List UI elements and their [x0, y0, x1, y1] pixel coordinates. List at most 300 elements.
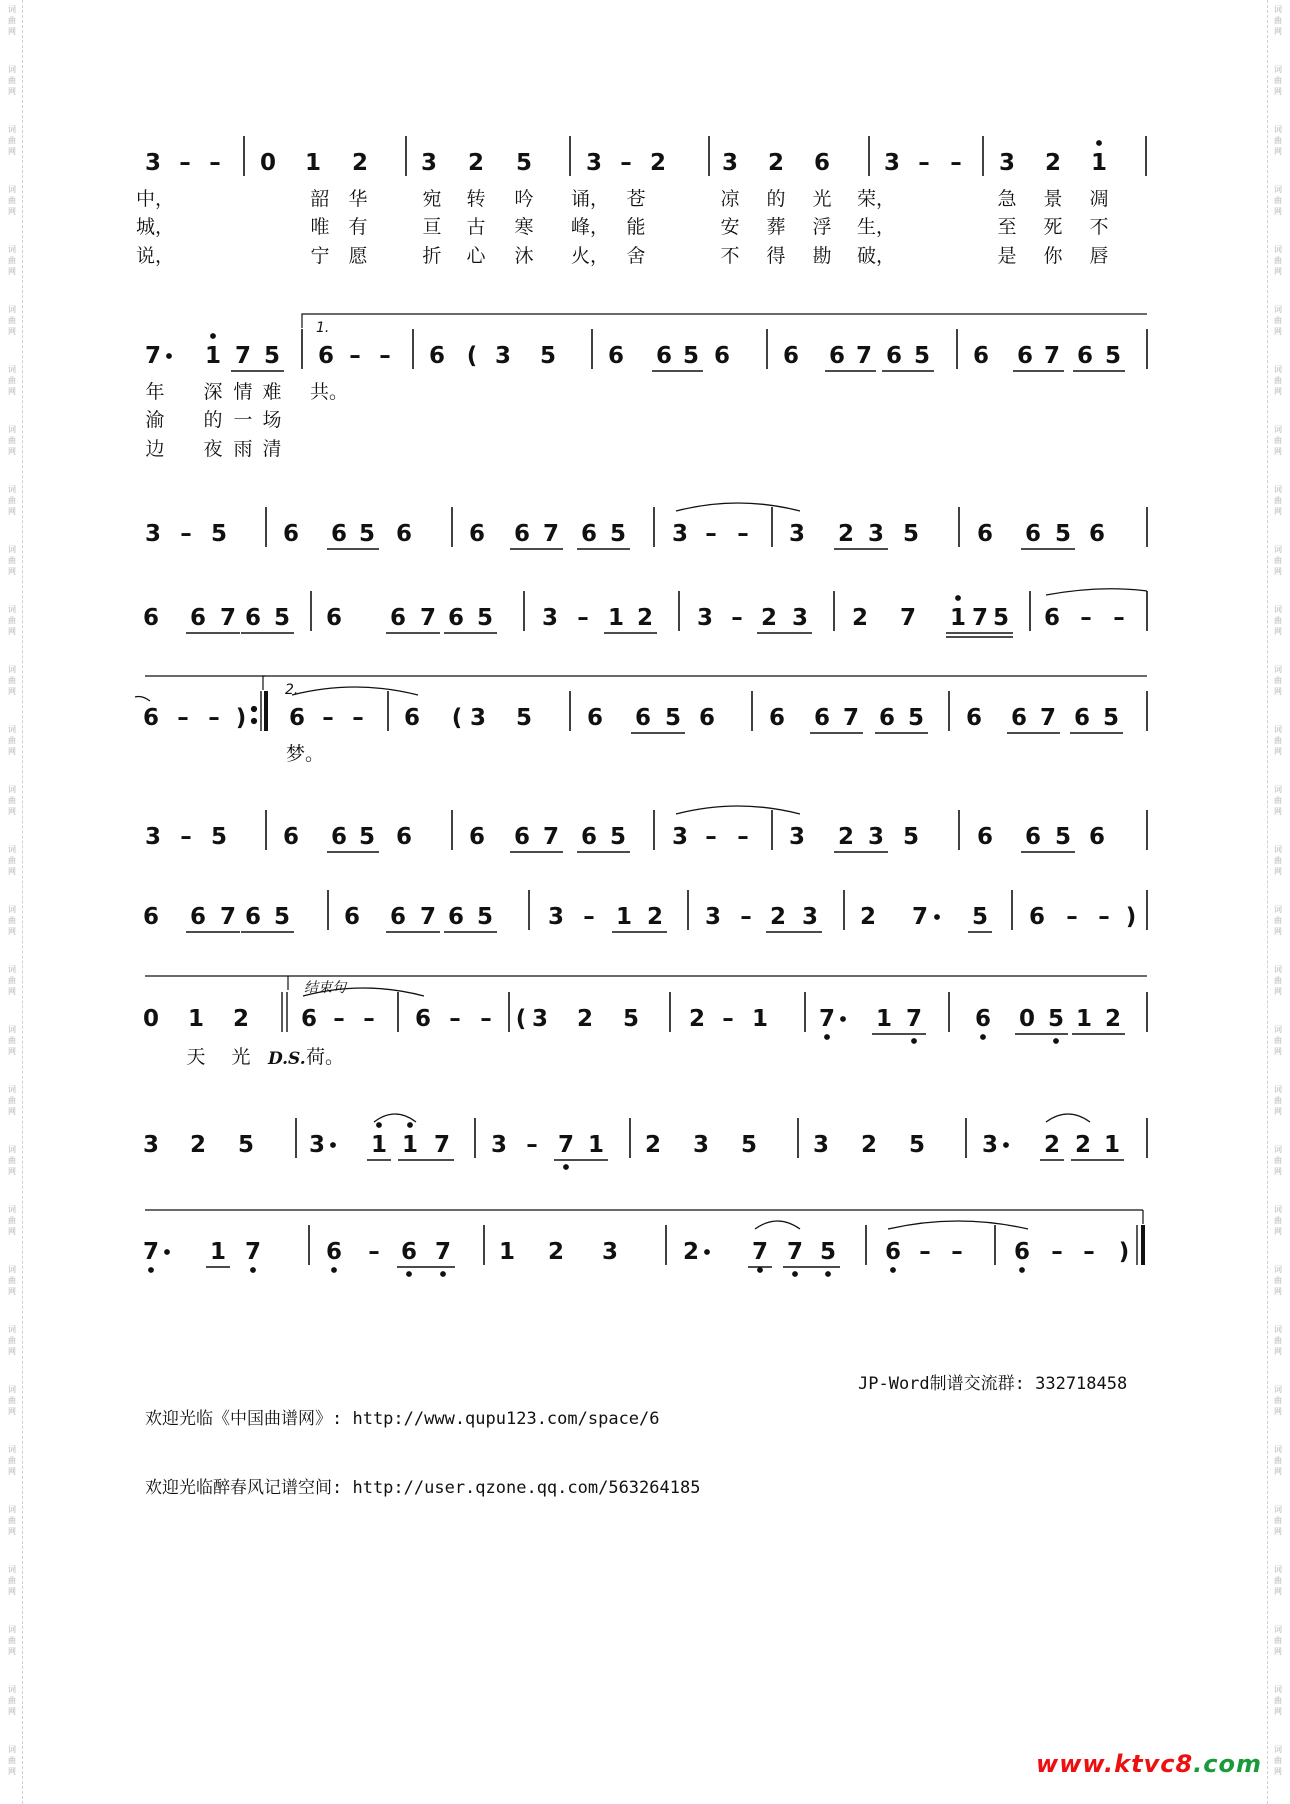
note: 6 [580, 521, 598, 547]
tie-in [135, 697, 150, 702]
note: 7 [899, 605, 917, 631]
dot-low [912, 1039, 917, 1044]
note: 6 [447, 605, 465, 631]
note: 6 [395, 521, 413, 547]
tie-out [1046, 589, 1147, 595]
side-mark: 词 曲 网 [1274, 845, 1282, 876]
side-mark: 词 曲 网 [8, 305, 16, 336]
site-watermark-logo[interactable] [1036, 1750, 1262, 1778]
note: 3 [144, 150, 162, 176]
lyric-char: 荷。 [305, 1046, 345, 1068]
dot-low [149, 1268, 154, 1273]
slur [292, 687, 418, 695]
note: 6 [282, 521, 300, 547]
note: 5 [1054, 824, 1072, 850]
note: 2 [636, 605, 654, 631]
note: 3 [490, 1132, 508, 1158]
dot-low [825, 1035, 830, 1040]
dot-low [793, 1272, 798, 1277]
note: 6 [768, 705, 786, 731]
note: 2 [576, 1006, 594, 1032]
note: 6 [389, 904, 407, 930]
note: 2 [682, 1239, 700, 1265]
note: 7 [542, 521, 560, 547]
note: 7 [434, 1239, 452, 1265]
note: 3 [671, 521, 689, 547]
slur [1046, 1114, 1090, 1122]
note: – [737, 824, 749, 850]
note: 5 [971, 904, 989, 930]
note: 2 [646, 904, 664, 930]
note: – [322, 705, 334, 731]
note: 3 [981, 1132, 999, 1158]
note: 6 [655, 343, 673, 369]
lyric-char: 能 [626, 216, 646, 238]
lyric-char: 共。 [309, 381, 349, 403]
note: 7 [142, 1239, 160, 1265]
lyric-char: 你 [1043, 245, 1063, 267]
side-mark: 词 曲 网 [1274, 1445, 1282, 1476]
note: 6 [1010, 705, 1028, 731]
side-mark: 词 曲 网 [1274, 665, 1282, 696]
note: ( [466, 343, 478, 369]
lyric-char: 死 [1043, 216, 1063, 238]
note: 2 [1074, 1132, 1092, 1158]
note: 6 [468, 824, 486, 850]
lyric-char: 折 [422, 245, 442, 267]
note: – [349, 343, 361, 369]
slur [374, 1114, 416, 1122]
note: – [368, 1239, 380, 1265]
note: 5 [210, 521, 228, 547]
lyric-char: 有 [348, 216, 368, 238]
note: 5 [622, 1006, 640, 1032]
note: 6 [813, 705, 831, 731]
note: 6 [513, 824, 531, 850]
side-mark: 词 曲 网 [8, 1265, 16, 1296]
note: 6 [976, 824, 994, 850]
side-mark: 词 曲 网 [8, 65, 16, 96]
note: 6 [414, 1006, 432, 1032]
note: 1 [587, 1132, 605, 1158]
note: 2 [860, 1132, 878, 1158]
note: 5 [237, 1132, 255, 1158]
note: – [1098, 904, 1110, 930]
note: 6 [189, 605, 207, 631]
footer-line-1[interactable]: 欢迎光临《中国曲谱网》: http://www.qupu123.com/space/6 [145, 1409, 660, 1429]
note: 1 [370, 1132, 388, 1158]
note: 2 [547, 1239, 565, 1265]
side-mark: 词 曲 网 [8, 605, 16, 636]
lyric-char: 苍 [626, 188, 646, 210]
note: 5 [907, 705, 925, 731]
note: 5 [992, 605, 1010, 631]
side-mark: 词 曲 网 [8, 485, 16, 516]
side-mark: 词 曲 网 [1274, 1745, 1282, 1776]
lyric-char: 转 [466, 188, 486, 210]
lyric-char: 难 [262, 381, 282, 403]
note: 7 [751, 1239, 769, 1265]
note: – [352, 705, 364, 731]
repeat-dot [251, 718, 256, 723]
note: – [449, 1006, 461, 1032]
note: 6 [1013, 1239, 1031, 1265]
lyric-char: 雨 [233, 438, 253, 460]
note: 5 [210, 824, 228, 850]
lyric-char: 亘 [422, 216, 442, 238]
note: 0 [1018, 1006, 1036, 1032]
lyric-char: 说， [135, 245, 175, 267]
lyric-char: 诵， [570, 188, 610, 210]
side-mark: 词 曲 网 [8, 1745, 16, 1776]
note: 2 [1043, 1132, 1061, 1158]
note: 6 [330, 521, 348, 547]
footer-group: JP-Word制谱交流群: 332718458 [858, 1374, 1128, 1394]
note: – [480, 1006, 492, 1032]
note: 3 [531, 1006, 549, 1032]
note: 5 [539, 343, 557, 369]
note: – [379, 343, 391, 369]
lyric-char: 葬 [766, 216, 786, 238]
note: 6 [189, 904, 207, 930]
note: – [731, 605, 743, 631]
note: 6 [288, 705, 306, 731]
lyric-char: 梦。 [285, 743, 325, 765]
note: 5 [515, 705, 533, 731]
note: – [737, 521, 749, 547]
dot-low [251, 1268, 256, 1273]
side-mark: 词 曲 网 [8, 365, 16, 396]
note: – [209, 150, 221, 176]
note: ( [515, 1006, 527, 1032]
side-mark: 词 曲 网 [1274, 1265, 1282, 1296]
note: 6 [428, 343, 446, 369]
note: 6 [317, 343, 335, 369]
lyric-char: 是 [997, 245, 1017, 267]
note: 1 [1090, 150, 1108, 176]
volta-1-label: 1. [316, 320, 330, 336]
repeat-dot [251, 706, 256, 711]
slur [676, 806, 800, 814]
note: 6 [1024, 824, 1042, 850]
lyric-char: 得 [766, 245, 786, 267]
note: 2 [760, 605, 778, 631]
note: 7 [911, 904, 929, 930]
note: 6 [586, 705, 604, 731]
lyric-char: 韶 [310, 188, 330, 210]
note: – [583, 904, 595, 930]
note: 2 [1104, 1006, 1122, 1032]
side-mark: 词 曲 网 [1274, 1145, 1282, 1176]
note: 5 [273, 605, 291, 631]
dot-low [758, 1268, 763, 1273]
note: 2 [688, 1006, 706, 1032]
dot-low [891, 1268, 896, 1273]
note: 6 [1076, 343, 1094, 369]
lyric-char: 城， [135, 216, 175, 238]
note: 1 [1103, 1132, 1121, 1158]
lyric-char: 破， [856, 245, 896, 267]
lyric-char: 边 [145, 438, 165, 460]
lyric-char: 不 [720, 245, 740, 267]
note: 2 [189, 1132, 207, 1158]
note: 6 [972, 343, 990, 369]
lyric-char: 舍 [626, 245, 646, 267]
note: 5 [1054, 521, 1072, 547]
footer-links [145, 1362, 700, 1523]
footer-line-2[interactable]: 欢迎光临醉春风记谱空间: http://user.qzone.qq.com/563264185 [145, 1478, 701, 1498]
note: 6 [389, 605, 407, 631]
side-mark: 词 曲 网 [8, 5, 16, 36]
lyric-char: 渝 [145, 409, 165, 431]
note: 3 [469, 705, 487, 731]
lyric-char: 峰， [570, 216, 610, 238]
side-mark: 词 曲 网 [1274, 305, 1282, 336]
dot-low [1054, 1039, 1059, 1044]
aug-dot [705, 1250, 710, 1255]
note: – [363, 1006, 375, 1032]
lyric-char: 中， [135, 188, 175, 210]
lyric-char: 唇 [1089, 245, 1109, 267]
note: ) [1118, 1239, 1130, 1265]
side-mark: 词 曲 网 [8, 1445, 16, 1476]
dot-low [826, 1272, 831, 1277]
note: 0 [142, 1006, 160, 1032]
note: ) [235, 705, 247, 731]
lyric-char: 急 [997, 188, 1017, 210]
note: 6 [974, 1006, 992, 1032]
note: ( [451, 705, 463, 731]
volta-2-label: 2. [285, 682, 299, 698]
note: 1 [615, 904, 633, 930]
note: 6 [447, 904, 465, 930]
note: 5 [476, 904, 494, 930]
note: 3 [867, 521, 885, 547]
note: 2 [767, 150, 785, 176]
lyric-char: 年 [145, 381, 165, 403]
side-mark: 词 曲 网 [8, 1565, 16, 1596]
note: 6 [325, 605, 343, 631]
note: 6 [878, 705, 896, 731]
lyric-char: 火， [570, 245, 610, 267]
aug-dot [331, 1143, 336, 1148]
side-mark: 词 曲 网 [1274, 245, 1282, 276]
note: 2 [837, 521, 855, 547]
lyric-char: 凉 [720, 188, 740, 210]
lyric-char: 生， [856, 216, 896, 238]
note: 3 [494, 343, 512, 369]
lyric-char: 夜 [203, 438, 223, 460]
note: 5 [740, 1132, 758, 1158]
note: 3 [998, 150, 1016, 176]
lyric-char: 华 [348, 188, 368, 210]
note: 0 [259, 150, 277, 176]
note: 6 [142, 705, 160, 731]
note: 7 [419, 904, 437, 930]
volta-bracket [302, 314, 1147, 328]
ds-mark: D.S. [268, 1049, 306, 1069]
note: 3 [541, 605, 559, 631]
note: – [1066, 904, 1078, 930]
logo-site: www.ktvc8 [1036, 1750, 1194, 1778]
side-mark: 词 曲 网 [8, 1025, 16, 1056]
note: 5 [819, 1239, 837, 1265]
note: 3 [547, 904, 565, 930]
note: 6 [713, 343, 731, 369]
note: 6 [300, 1006, 318, 1032]
dot-low [407, 1272, 412, 1277]
note: 1 [209, 1239, 227, 1265]
note: 3 [692, 1132, 710, 1158]
note: 2 [769, 904, 787, 930]
side-mark: 词 曲 网 [8, 665, 16, 696]
note: 1 [751, 1006, 769, 1032]
note: 6 [698, 705, 716, 731]
aug-dot [165, 1250, 170, 1255]
side-mark: 词 曲 网 [1274, 1625, 1282, 1656]
side-mark: 词 曲 网 [1274, 1565, 1282, 1596]
note: 5 [358, 824, 376, 850]
lyric-char: 吟 [514, 188, 534, 210]
dot-low [332, 1268, 337, 1273]
lyric-char: 清 [262, 438, 282, 460]
note: – [705, 824, 717, 850]
note: 7 [433, 1132, 451, 1158]
note: 5 [1047, 1006, 1065, 1032]
side-mark: 词 曲 网 [1274, 425, 1282, 456]
side-mark: 词 曲 网 [8, 1085, 16, 1116]
note: 3 [144, 824, 162, 850]
note: 1 [187, 1006, 205, 1032]
note: 6 [813, 150, 831, 176]
side-mark: 词 曲 网 [1274, 1025, 1282, 1056]
note: 7 [144, 343, 162, 369]
note: – [1113, 605, 1125, 631]
side-mark: 词 曲 网 [1274, 725, 1282, 756]
note: 7 [1039, 705, 1057, 731]
note: 6 [244, 605, 262, 631]
side-mark: 词 曲 网 [1274, 65, 1282, 96]
side-mark: 词 曲 网 [1274, 905, 1282, 936]
lyric-char: 场 [262, 409, 282, 431]
lyric-char: 荣， [856, 188, 896, 210]
note: 5 [515, 150, 533, 176]
note: 6 [142, 904, 160, 930]
side-mark: 词 曲 网 [8, 1325, 16, 1356]
lyric-char: 沐 [514, 245, 534, 267]
note: 6 [885, 343, 903, 369]
note: 5 [358, 521, 376, 547]
note: 3 [420, 150, 438, 176]
note: 6 [1088, 824, 1106, 850]
lyric-char: 天 [186, 1046, 206, 1068]
note: 3 [601, 1239, 619, 1265]
note: 2 [837, 824, 855, 850]
note: 6 [325, 1239, 343, 1265]
note: 6 [782, 343, 800, 369]
lyric-char: 不 [1089, 216, 1109, 238]
note: 3 [812, 1132, 830, 1158]
note: 7 [971, 605, 989, 631]
note: 7 [855, 343, 873, 369]
note: – [951, 1239, 963, 1265]
note: 5 [609, 824, 627, 850]
note: 1 [949, 605, 967, 631]
lyric-char: 光 [812, 188, 832, 210]
note: 6 [1016, 343, 1034, 369]
note: 5 [913, 343, 931, 369]
dot-high [377, 1123, 382, 1128]
note: 6 [1028, 904, 1046, 930]
dot-high [408, 1123, 413, 1128]
side-mark: 词 曲 网 [8, 1685, 16, 1716]
note: ) [1125, 904, 1137, 930]
note: 7 [244, 1239, 262, 1265]
note: – [177, 705, 189, 731]
note: 1 [875, 1006, 893, 1032]
note: 3 [788, 521, 806, 547]
note: – [705, 521, 717, 547]
note: – [180, 521, 192, 547]
lyric-char: 宛 [422, 188, 442, 210]
side-mark: 词 曲 网 [1274, 785, 1282, 816]
note: – [1080, 605, 1092, 631]
lyric-char: 深 [203, 381, 223, 403]
note: 6 [828, 343, 846, 369]
side-mark: 词 曲 网 [8, 1505, 16, 1536]
side-mark: 词 曲 网 [1274, 5, 1282, 36]
note: – [577, 605, 589, 631]
note: 6 [580, 824, 598, 850]
side-mark: 词 曲 网 [8, 125, 16, 156]
side-mark: 词 曲 网 [1274, 485, 1282, 516]
side-mark: 词 曲 网 [8, 1205, 16, 1236]
note: 6 [607, 343, 625, 369]
note: 6 [634, 705, 652, 731]
note: – [526, 1132, 538, 1158]
note: 2 [351, 150, 369, 176]
note: 7 [219, 904, 237, 930]
score-notes [143, 150, 1136, 1265]
note: 6 [513, 521, 531, 547]
note: 7 [786, 1239, 804, 1265]
note: – [722, 1006, 734, 1032]
side-mark: 词 曲 网 [1274, 125, 1282, 156]
note: 7 [234, 343, 252, 369]
note: 2 [467, 150, 485, 176]
side-mark: 词 曲 网 [8, 845, 16, 876]
note: 7 [905, 1006, 923, 1032]
aug-dot [167, 354, 172, 359]
side-mark: 词 曲 网 [1274, 545, 1282, 576]
note: 3 [704, 904, 722, 930]
side-mark: 词 曲 网 [1274, 1385, 1282, 1416]
lyric-char: 宁 [310, 245, 330, 267]
side-mark: 词 曲 网 [1274, 365, 1282, 396]
dot-low [564, 1165, 569, 1170]
note: 3 [791, 605, 809, 631]
lyric-char: 浮 [812, 216, 832, 238]
note: – [950, 150, 962, 176]
side-mark: 词 曲 网 [1274, 965, 1282, 996]
side-mark: 词 曲 网 [8, 245, 16, 276]
slur [755, 1221, 800, 1229]
note: 1 [401, 1132, 419, 1158]
note: 5 [476, 605, 494, 631]
lyric-char: 情 [233, 381, 253, 403]
lyric-char: 勘 [812, 245, 832, 267]
note: 3 [721, 150, 739, 176]
